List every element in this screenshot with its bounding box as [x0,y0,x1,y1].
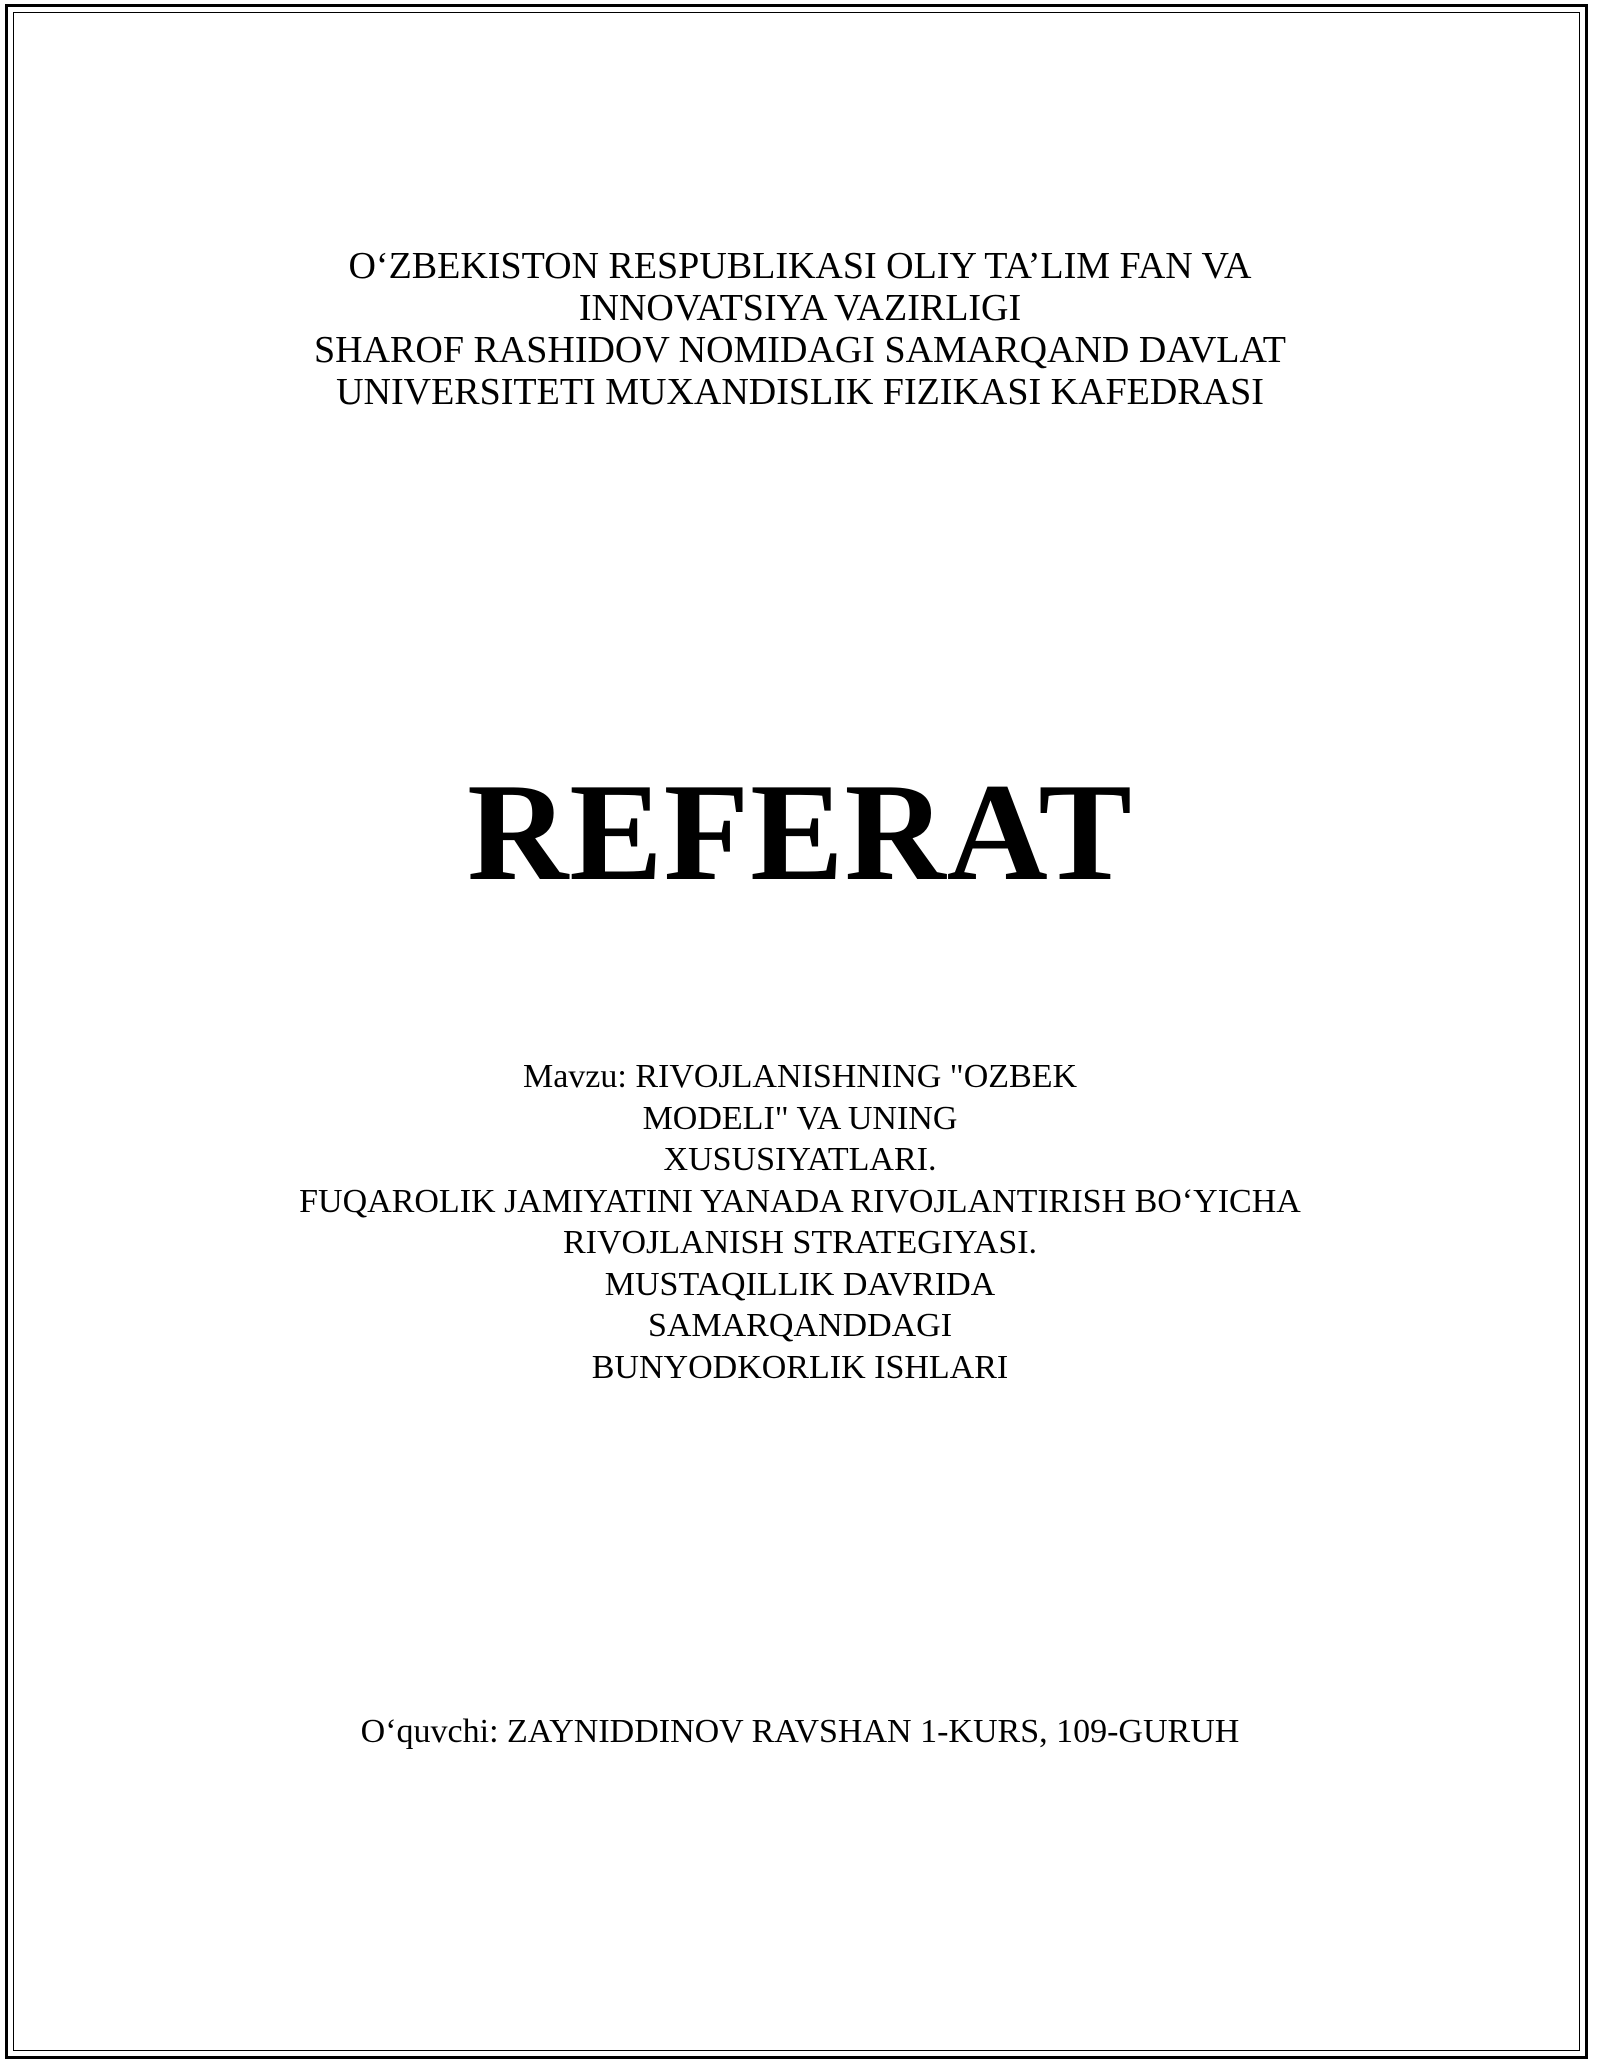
topic-line: BUNYODKORLIK ISHLARI [591,1348,1009,1386]
document-title: REFERAT [467,755,1133,910]
header-line: INNOVATSIYA VAZIRLIGI [578,287,1022,329]
header-line: SHAROF RASHIDOV NOMIDAGI SAMARQAND DAVLAT [314,329,1286,371]
ministry-header [0,245,1600,413]
topic-line: MODELI" VA UNING [642,1099,958,1137]
topic-line: XUSUSIYATLARI. [663,1141,937,1178]
header-line: UNIVERSITETI MUXANDISLIK FIZIKASI KAFEDRASI [336,371,1264,413]
topic-line: Mavzu: RIVOJLANISHNING "OZBEK [522,1058,1078,1095]
topic-line: SAMARQANDDAGI [647,1307,953,1344]
header-line: O‘ZBEKISTON RESPUBLIKASI OLIY TA’LIM FAN VA [348,245,1252,287]
student-info: O‘quvchi: ZAYNIDDINOV RAVSHAN 1-KURS, 109-GURUH [360,1713,1240,1750]
topic-line: RIVOJLANISH STRATEGIYASI. [562,1224,1038,1261]
topic-line: FUQAROLIK JAMIYATINI YANADA RIVOJLANTIRISH BO‘YICHA [299,1182,1301,1220]
topic-line: MUSTAQILLIK DAVRIDA [604,1265,996,1303]
topic-block [0,1056,1600,1388]
